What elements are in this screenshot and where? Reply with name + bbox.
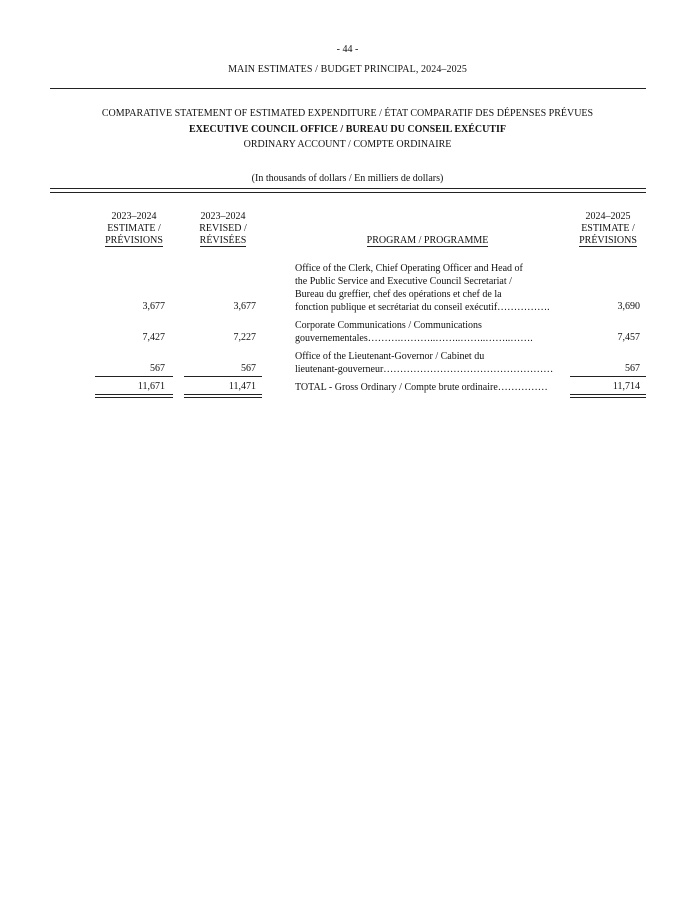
desc-line: Office of the Clerk, Chief Operating Officer and Head of — [295, 263, 523, 274]
subtotal-rule — [95, 376, 173, 377]
cell-estimate-curr: 7,457 — [617, 332, 640, 343]
table-top-rule — [50, 188, 646, 193]
desc-line: Corporate Communications / Communications — [295, 320, 482, 331]
account-title: ORDINARY ACCOUNT / COMPTE ORDINAIRE — [243, 139, 452, 150]
total-label: TOTAL - Gross Ordinary / Compte brute ordinaire…………… — [295, 382, 548, 393]
col-header-label: ESTIMATE / — [107, 223, 161, 234]
desc-line: gouvernementales……….………..……..……..……..……. — [295, 333, 533, 344]
col-header-program — [295, 235, 560, 247]
total-double-rule — [184, 394, 262, 398]
running-head: MAIN ESTIMATES / BUDGET PRINCIPAL, 2024–2025 — [228, 64, 467, 75]
desc-line: the Public Service and Executive Council Secretariat / — [295, 276, 512, 287]
desc-line: Bureau du greffier, chef des opérations et chef de la — [295, 289, 502, 300]
total-estimate-curr: 11,714 — [612, 381, 640, 392]
col-header-label-fr: PRÉVISIONS — [105, 235, 163, 246]
col-header-label-fr: RÉVISÉES — [199, 235, 247, 246]
total-double-rule — [95, 394, 173, 398]
cell-estimate-curr: 567 — [625, 363, 640, 374]
units-note: (In thousands of dollars / En milliers de dollars) — [251, 173, 444, 184]
col-header-label-fr: PRÉVISIONS — [579, 235, 637, 246]
cell-revised-prev: 3,677 — [233, 301, 256, 312]
col-header-estimate-prev — [95, 211, 173, 247]
total-double-rule — [570, 394, 646, 398]
desc-line: lieutenant-gouverneur…………………………………………… — [295, 364, 554, 375]
table-row-program-desc — [295, 350, 565, 376]
cell-estimate-curr: 3,690 — [617, 301, 640, 312]
table-row-program-desc — [295, 262, 565, 314]
subtotal-rule — [184, 376, 262, 377]
cell-estimate-prev: 3,677 — [142, 301, 165, 312]
cell-revised-prev: 567 — [241, 363, 256, 374]
page-number: - 44 - — [336, 44, 359, 55]
desc-line: Office of the Lieutenant-Governor / Cabinet du — [295, 351, 485, 362]
statement-title: COMPARATIVE STATEMENT OF ESTIMATED EXPENDITURE / ÉTAT COMPARATIF DES DÉPENSES PRÉVUES — [101, 108, 594, 119]
desc-line: fonction publique et secrétariat du conseil exécutif……………. — [295, 302, 550, 313]
table-row-program-desc — [295, 319, 565, 345]
col-header-label: REVISED / — [199, 223, 247, 234]
col-header-year: 2023–2024 — [111, 211, 157, 222]
total-estimate-prev: 11,671 — [137, 381, 165, 392]
cell-estimate-prev: 567 — [150, 363, 165, 374]
total-revised-prev: 11,471 — [228, 381, 256, 392]
cell-revised-prev: 7,227 — [233, 332, 256, 343]
subtotal-rule — [570, 376, 646, 377]
department-title: EXECUTIVE COUNCIL OFFICE / BUREAU DU CONSEIL EXÉCUTIF — [189, 124, 506, 135]
col-header-year: 2023–2024 — [200, 211, 246, 222]
header-rule — [50, 88, 646, 89]
col-header-estimate-curr — [570, 211, 646, 247]
col-header-program-label: PROGRAM / PROGRAMME — [366, 235, 489, 246]
cell-estimate-prev: 7,427 — [142, 332, 165, 343]
col-header-revised-prev — [184, 211, 262, 247]
col-header-label: ESTIMATE / — [581, 223, 635, 234]
col-header-year: 2024–2025 — [585, 211, 631, 222]
